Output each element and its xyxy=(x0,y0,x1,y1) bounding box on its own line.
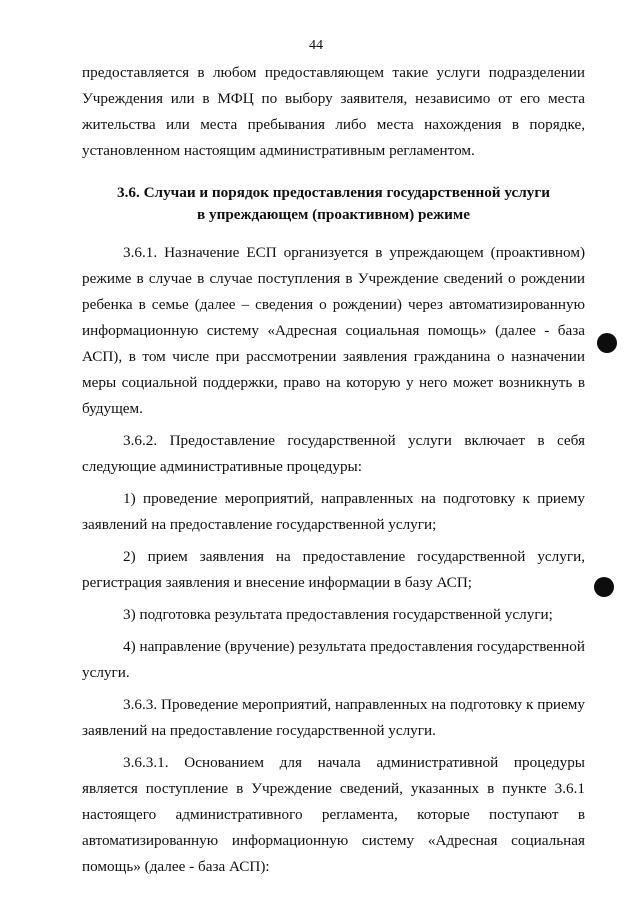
list-item-3: 3) подготовка результата предоставления государственной услуги; xyxy=(123,606,553,623)
section-heading-line-2: в упреждающем (проактивном) режиме xyxy=(196,206,471,223)
paragraph-3-6-1: 3.6.1. Назначение ЕСП организуется в упреждающем (проактивном) режиме в случае в случае поступления в Учреждение сведений о рождении ребенка в семье (далее – сведения о рождении) через автоматизированную информационную систему «Адресная социальная помощь» (далее - база АСП), в том числе при рассмотрении заявления гражданина о назначении меры социальной поддержки, право на которую у него может возникнуть в будущем. xyxy=(82,244,585,417)
list-item-4: 4) направление (вручение) результата предоставления государственной услуги. xyxy=(82,638,585,681)
page-number: 44 xyxy=(309,38,323,53)
document-body xyxy=(82,60,585,880)
section-heading xyxy=(82,182,585,226)
intro-paragraph: предоставляется в любом предоставляющем такие услуги подразделении Учреждения или в МФЦ по выбору заявителя, независимо от его места жительства или места пребывания либо места нахождения в порядке, установленном настоящим административным регламентом. xyxy=(82,64,585,159)
punch-hole-bottom xyxy=(594,577,614,597)
list-item-2: 2) прием заявления на предоставление государственной услуги, регистрация заявления и внесение информации в базу АСП; xyxy=(82,548,585,591)
list-item-1: 1) проведение мероприятий, направленных на подготовку к приему заявлений на предоставление государственной услуги; xyxy=(82,490,585,533)
paragraph-3-6-3-1: 3.6.3.1. Основанием для начала административной процедуры является поступление в Учреждение сведений, указанных в пункте 3.6.1 настоящего административного регламента, которые поступают в автоматизированную информационную систему «Адресная социальная помощь» (далее - база АСП): xyxy=(82,754,585,875)
section-heading-line-1: 3.6. Случаи и порядок предоставления государственной услуги xyxy=(117,184,550,201)
paragraph-3-6-3: 3.6.3. Проведение мероприятий, направленных на подготовку к приему заявлений на предоставление государственной услуги. xyxy=(82,696,585,739)
paragraph-3-6-2: 3.6.2. Предоставление государственной услуги включает в себя следующие административные процедуры: xyxy=(82,432,585,475)
punch-hole-top xyxy=(597,333,617,353)
